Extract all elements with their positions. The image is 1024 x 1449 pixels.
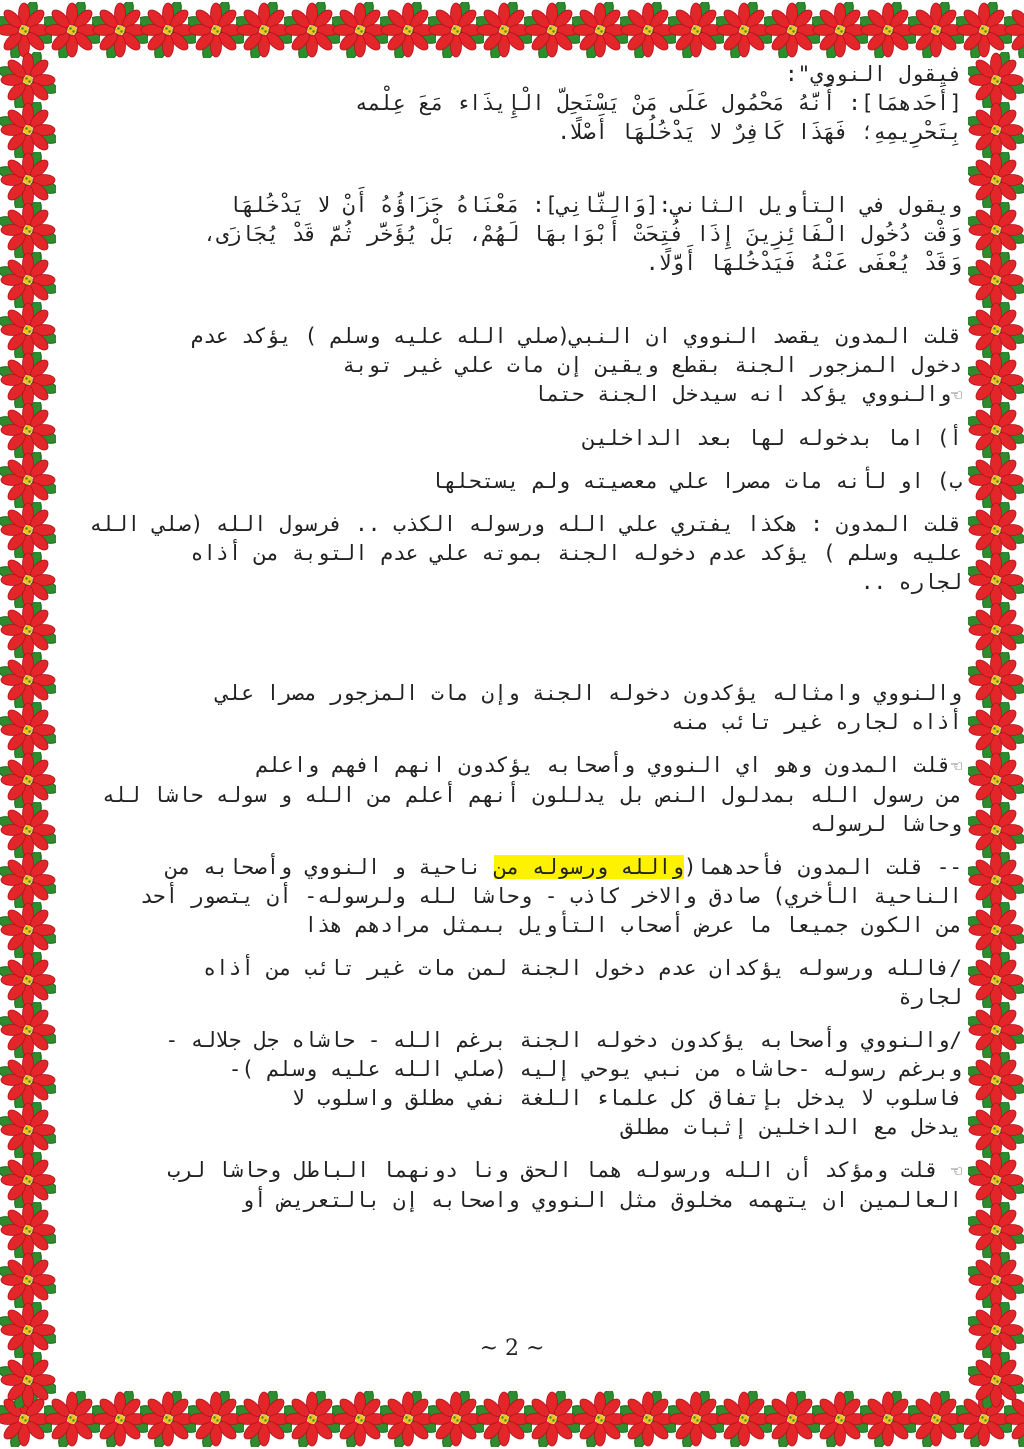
text-line: قلت المدون : هكذا يفتري علي الله ورسوله الكذب .. فرسول الله (صلي الله (89, 512, 962, 536)
text-line: لجارة (898, 985, 962, 1009)
paragraph-4 (62, 510, 962, 597)
paragraph-8 (62, 954, 962, 1012)
option-a: أ) اما بدخوله لها بعد الداخلين (582, 426, 962, 450)
poinsettia-flower-icon (0, 352, 56, 408)
text-line: بِتَحْرِيمِهِ؛ فَهَذَا كَافِرٌ لا يَدْخُلُهَا أَصْلًا. (557, 120, 962, 144)
poinsettia-flower-icon (0, 502, 56, 558)
poinsettia-flower-icon (0, 752, 56, 808)
poinsettia-flower-icon (968, 652, 1024, 708)
page-number: ~ 2 ~ (479, 1336, 545, 1361)
poinsettia-flower-icon (968, 502, 1024, 558)
text-line: [أَحَدهمَا]: أَنَّهُ مَحْمُول عَلَى مَنْ يَسْتَحِلّ الْإِيذَاء مَعَ عِلْمه (355, 91, 962, 115)
poinsettia-flower-icon (968, 1052, 1024, 1108)
pointing-hand-icon: ☜ (951, 756, 962, 777)
poinsettia-flower-icon (968, 1002, 1024, 1058)
poinsettia-flower-icon (0, 1002, 56, 1058)
text-line: من الكون جميعا ما عرض أصحاب التأويل بىمثل مرادهم هذا (304, 913, 962, 937)
poinsettia-flower-icon (968, 752, 1024, 808)
text-line: ويقول في التأويل الثاني:[وَالثَّانِي]: مَعْنَاهُ جَزَاؤُهُ أَنْ لا يَدْخُلهَا (228, 193, 962, 217)
text-line: وحاشا لرسوله (810, 812, 962, 836)
text-line: ☜ قلت ومؤكد أن الله ورسوله هما الحق ونا دونهما الباطل وحاشا لرب (167, 1158, 962, 1182)
text-line: عليه وسلم ) يؤكد عدم دخوله الجنة بموته علي عدم التوبة من أذاه (190, 541, 962, 565)
poinsettia-flower-icon (968, 802, 1024, 858)
highlighted-text: والله ورسوله من (494, 855, 684, 879)
poinsettia-flower-icon (0, 1102, 56, 1158)
poinsettia-flower-icon (0, 652, 56, 708)
paragraph-1 (62, 60, 962, 147)
poinsettia-flower-icon (968, 152, 1024, 208)
poinsettia-flower-icon (0, 1052, 56, 1108)
poinsettia-flower-icon (0, 1202, 56, 1258)
option-b: ب) او لأنه مات مصرا علي معصيته ولم يستحلها (430, 469, 962, 493)
paragraph-6 (62, 751, 962, 839)
poinsettia-flower-icon (0, 1152, 56, 1208)
poinsettia-flower-icon (0, 602, 56, 658)
border-right (968, 0, 1024, 1449)
poinsettia-flower-icon (0, 252, 56, 308)
poinsettia-flower-icon (0, 952, 56, 1008)
poinsettia-flower-icon (968, 702, 1024, 758)
poinsettia-flower-icon (0, 152, 56, 208)
pointing-hand-icon: ☜ (951, 1161, 962, 1182)
text-line: /فالله ورسوله يؤكدان عدم دخول الجنة لمن مات غير تائب من أذاه (203, 956, 962, 980)
poinsettia-flower-icon (968, 1102, 1024, 1158)
poinsettia-flower-icon (968, 1202, 1024, 1258)
text-line: لجاره .. (860, 570, 962, 594)
poinsettia-flower-icon (0, 202, 56, 258)
poinsettia-flower-icon (968, 452, 1024, 508)
border-left (0, 0, 56, 1449)
poinsettia-flower-icon (968, 202, 1024, 258)
poinsettia-flower-icon (968, 1252, 1024, 1308)
paragraph-10 (62, 1156, 962, 1215)
poinsettia-flower-icon (0, 802, 56, 858)
text-line: قلت المدون يقصد النووي ان النبي(صلي الله عليه وسلم ) يؤكد عدم (190, 324, 962, 348)
paragraph-2 (62, 191, 962, 278)
text-line: من رسول الله بمدلول النص بل يدللون أنهم أعلم من الله و سوله حاشا لله (102, 783, 962, 807)
poinsettia-flower-icon (968, 302, 1024, 358)
text-line: -- قلت المدون فأحدهما(والله ورسوله من ناحية و النووي وأصحابه من (165, 855, 962, 879)
poinsettia-flower-icon (968, 902, 1024, 958)
poinsettia-flower-icon (0, 552, 56, 608)
paragraph-3 (62, 322, 962, 410)
text-line: فاسلوب لا يدخل بإتفاق كل علماء اللغة نفي مطلق واسلوب لا (291, 1086, 962, 1110)
poinsettia-flower-icon (0, 402, 56, 458)
page-content (62, 60, 962, 1380)
poinsettia-flower-icon (0, 52, 56, 108)
poinsettia-flower-icon (968, 952, 1024, 1008)
poinsettia-flower-icon (968, 852, 1024, 908)
poinsettia-flower-icon (968, 252, 1024, 308)
poinsettia-flower-icon (0, 302, 56, 358)
poinsettia-flower-icon (968, 1152, 1024, 1208)
poinsettia-flower-icon (0, 702, 56, 758)
poinsettia-flower-icon (0, 902, 56, 958)
text-line: وَقَدْ يُعْفَى عَنْهُ فَيَدْخُلهَا أَوَّلًا. (645, 251, 962, 275)
text-line: يدخل مع الداخلين إثبات مطلق (620, 1115, 962, 1139)
poinsettia-flower-icon (968, 102, 1024, 158)
text-line: والنووي وامثاله يؤكدون دخوله الجنة وإن مات المزجور مصرا علي (216, 681, 962, 705)
poinsettia-flower-icon (0, 852, 56, 908)
poinsettia-flower-icon (0, 452, 56, 508)
text-line: دخول المزجور الجنة بقطع ويقين إن مات علي غير توبة (342, 353, 962, 377)
text-line: فيقول النووي": (784, 62, 962, 86)
text-line: /والنووي وأصحابه يؤكدون دخوله الجنة برغم الله - حاشاه جل جلاله - (165, 1028, 962, 1052)
poinsettia-flower-icon (968, 352, 1024, 408)
paragraph-9 (62, 1026, 962, 1142)
poinsettia-flower-icon (968, 402, 1024, 458)
paragraph-5 (62, 679, 962, 737)
border-bottom (0, 1389, 1024, 1449)
text-line: ☜قلت المدون وهو اي النووي وأصحابه يؤكدون انهم افهم واعلم (255, 753, 962, 777)
text-line: العالمين ان يتهمه مخلوق مثل النووي واصحابه إن بالتعريض أو (241, 1188, 962, 1212)
text-line: وبرغم رسوله -حاشاه من نبي يوحي إليه (صلي الله عليه وسلم )- (228, 1057, 962, 1081)
text-line: أذاه لجاره غير تائب منه (671, 710, 962, 734)
poinsettia-flower-icon (0, 1252, 56, 1308)
border-top (0, 0, 1024, 60)
text-line: وَقْت دُخُول الْفَائِزِينَ إِذَا فُتِحَتْ أَبْوَابهَا لَهُمْ، بَلْ يُؤَخَّر ثُمَّ قَدْ يُجَازَى، (203, 222, 962, 246)
text-line: ☜والنووي يؤكد انه سيدخل الجنة حتما (533, 382, 962, 406)
paragraph-7 (62, 853, 962, 940)
poinsettia-flower-icon (0, 102, 56, 158)
text-line: الناحية الأخري) صادق والاخر كاذب - وحاشا لله ولرسوله- أن يتصور أحد (140, 884, 962, 908)
poinsettia-flower-icon (968, 602, 1024, 658)
pointing-hand-icon: ☜ (951, 385, 962, 406)
poinsettia-flower-icon (968, 52, 1024, 108)
poinsettia-flower-icon (968, 552, 1024, 608)
